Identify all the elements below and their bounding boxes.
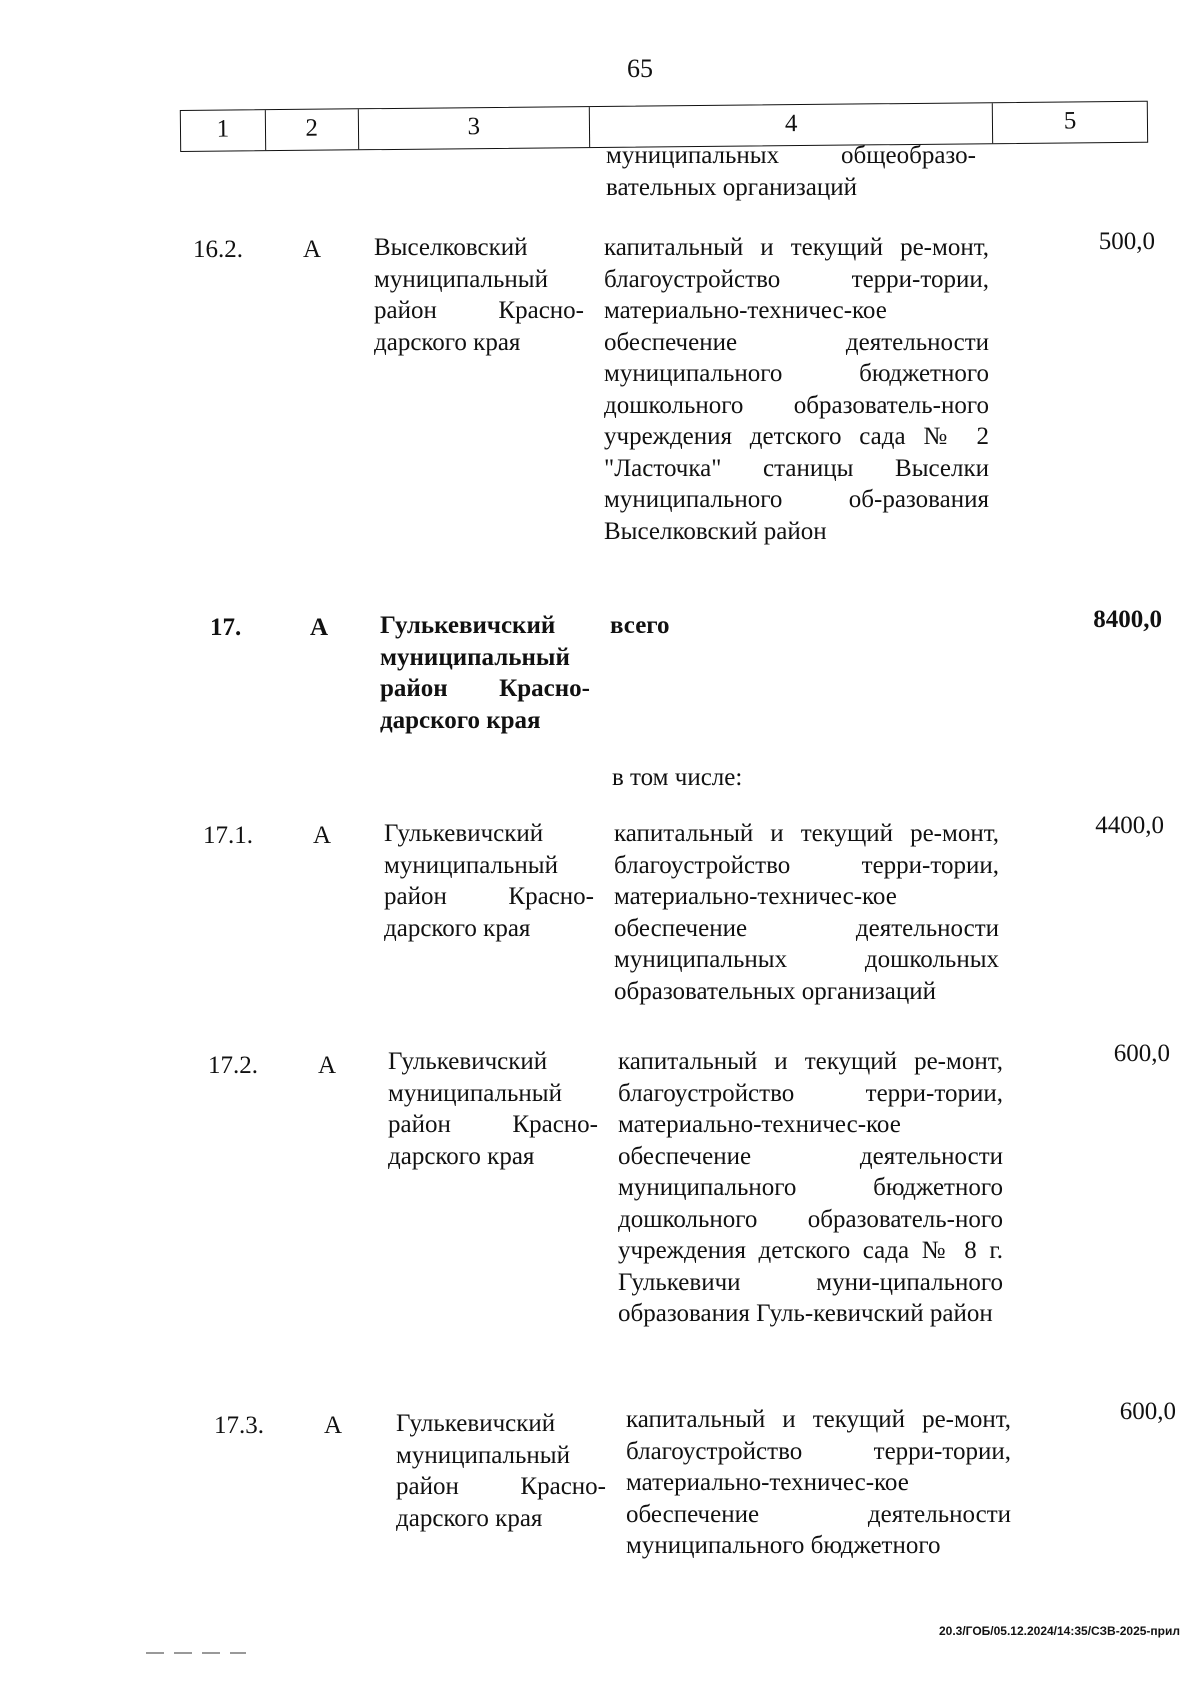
row-amount: 600,0	[1119, 1398, 1176, 1425]
row-number: 17.2.	[208, 1052, 258, 1079]
row-letter: А	[310, 614, 329, 641]
row-description: капитальный и текущий ре-монт, благоустройство терри-тории, материально-техничес-кое обеспечение деятельности муниципального бюджетного дошкольного образователь-ного учреждения детского сада № 2 "Ласточка" станицы Выселки муниципального об-разования Выселковский район	[604, 234, 989, 545]
row-number: 17.	[210, 614, 242, 641]
row-number: 17.1.	[203, 822, 253, 849]
row-district: Гулькевичский муниципальный район Красно-дарского края	[384, 820, 594, 942]
page-number: 65	[627, 54, 653, 83]
row-amount: 600,0	[1113, 1040, 1170, 1067]
row-number: 16.2.	[193, 236, 243, 263]
row-number: 17.3.	[214, 1412, 264, 1439]
header-col-1: 1	[181, 110, 266, 151]
header-col-5: 5	[1063, 107, 1077, 135]
row-letter: А	[313, 822, 332, 849]
row-letter: А	[318, 1052, 337, 1079]
including-label: в том числе:	[612, 764, 743, 791]
row-district: Гулькевичский муниципальный район Красно-дарского края	[396, 1410, 606, 1532]
row-description: капитальный и текущий ре-монт, благоустройство терри-тории, материально-техничес-кое обеспечение деятельности муниципальных дошкольных образовательных организаций	[614, 820, 999, 1005]
row-description: капитальный и текущий ре-монт, благоустройство терри-тории, материально-техничес-кое обеспечение деятельности муниципального бюджетного дошкольного образователь-ного учреждения детского сада № 8 г. Гулькевичи муни-ципального образования Гуль-кевичский район	[618, 1048, 1003, 1327]
header-col-2: 2	[266, 109, 359, 150]
row-letter: А	[324, 1412, 343, 1439]
header-col-4: 4	[590, 103, 994, 147]
row-description: всего	[610, 612, 670, 639]
row-amount: 4400,0	[1095, 812, 1164, 839]
document-code: 20.3/ГОБ/05.12.2024/14:35/СЗВ-2025-прил	[938, 1624, 1180, 1638]
row-district: Гулькевичский муниципальный район Красно-дарского края	[380, 612, 590, 734]
row-amount: 8400,0	[1093, 606, 1162, 633]
row-district: Выселковский муниципальный район Красно-дарского края	[374, 234, 584, 356]
footer-divider	[146, 1652, 246, 1654]
row-amount: 500,0	[1098, 228, 1155, 255]
header-col-3: 3	[358, 107, 590, 149]
continuation-text: муниципальных общеобразо-вательных организаций	[606, 142, 976, 201]
row-description: капитальный и текущий ре-монт, благоустройство терри-тории, материально-техничес-кое обеспечение деятельности муниципального бюджетного	[626, 1406, 1011, 1559]
row-district: Гулькевичский муниципальный район Красно-дарского края	[388, 1048, 598, 1170]
row-letter: А	[303, 236, 322, 263]
